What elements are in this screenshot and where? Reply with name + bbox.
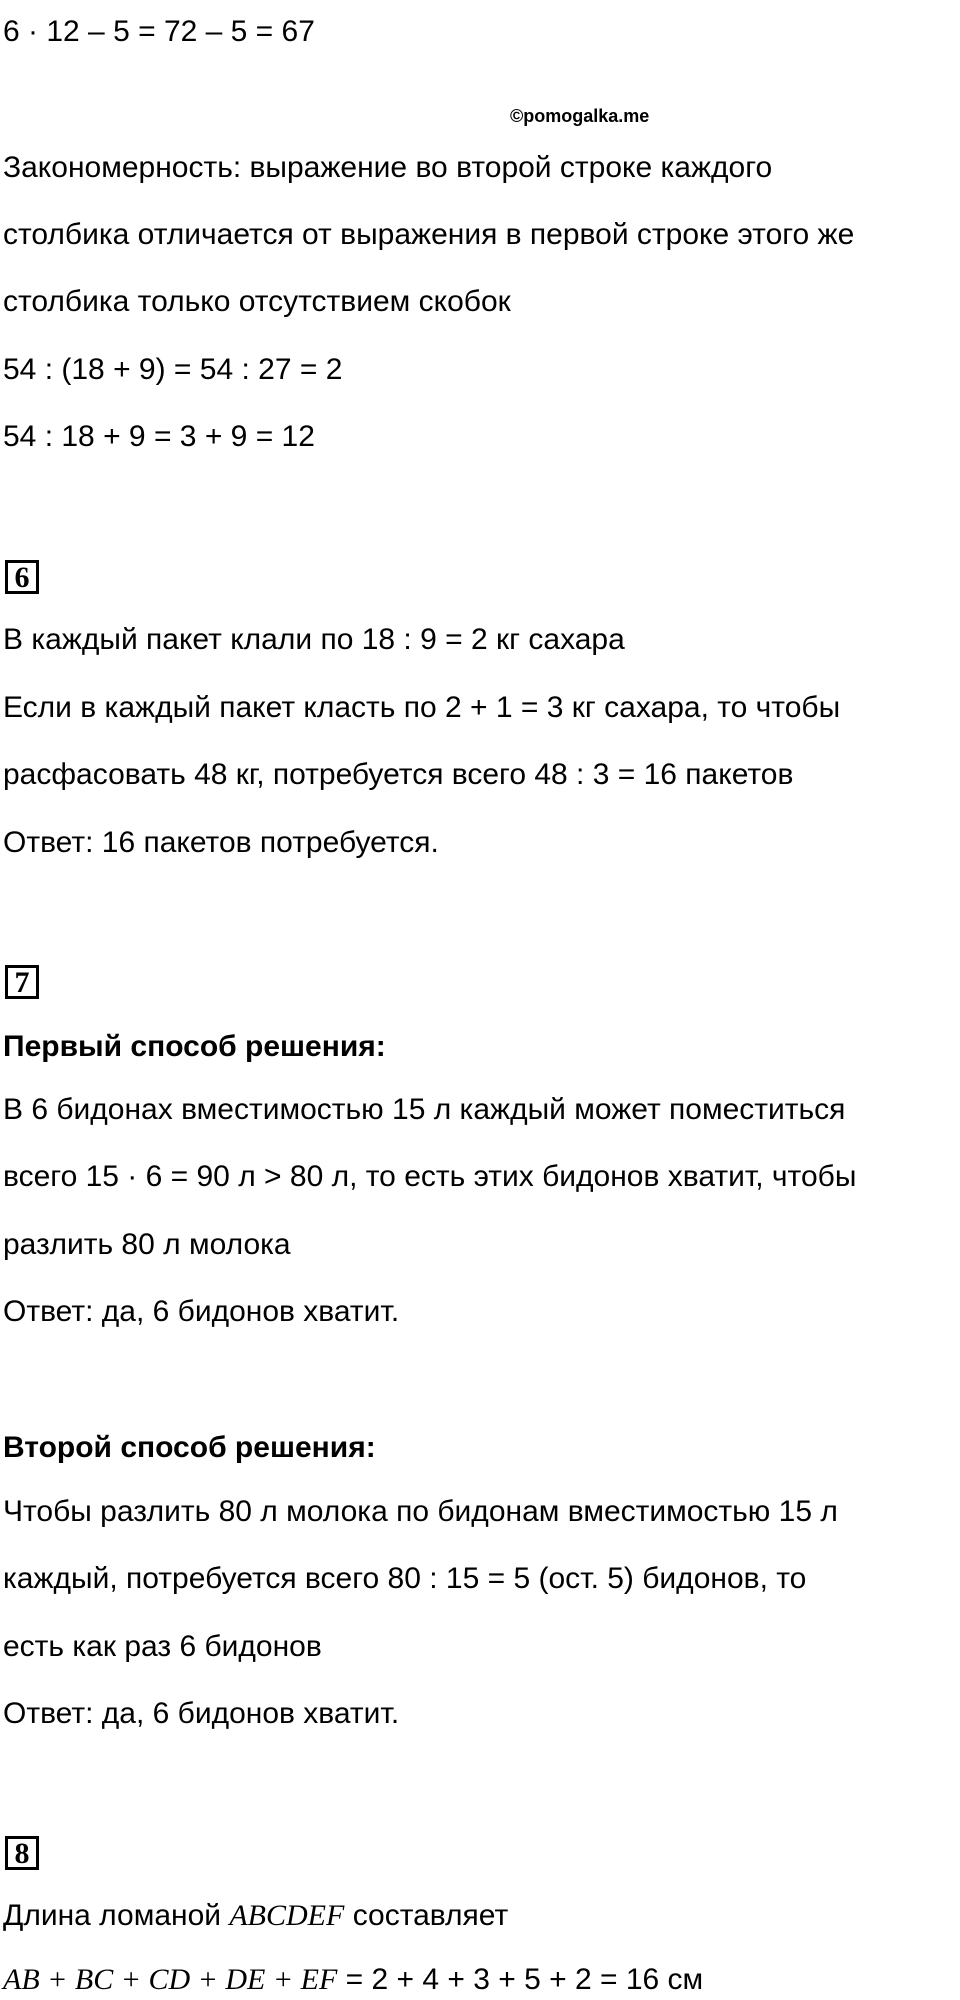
calc-line: 54 : 18 + 9 = 3 + 9 = 12: [3, 420, 315, 453]
segments-sum: AB + BC + CD + DE + EF: [3, 1963, 338, 1996]
method2-heading: Второй способ решения:: [3, 1431, 376, 1464]
task7-line: разлить 80 л молока: [3, 1228, 291, 1261]
task7-answer: Ответ: да, 6 бидонов хватит.: [3, 1697, 400, 1730]
pattern-line: столбика только отсутствием скобок: [3, 285, 511, 318]
task-number-7: 7: [5, 965, 39, 999]
task6-line: Если в каждый пакет класть по 2 + 1 = 3 кг сахара, то чтобы: [3, 691, 841, 724]
watermark: ©pomogalka.me: [510, 106, 650, 126]
task8-line: [3, 1896, 508, 1936]
task6-line: В каждый пакет клали по 18 : 9 = 2 кг сахара: [3, 623, 625, 656]
polyline-name: ABCDEF: [229, 1899, 345, 1932]
method1-heading: Первый способ решения:: [3, 1030, 386, 1063]
task-number-6: 6: [5, 560, 39, 594]
task7-line: В 6 бидонах вместимостью 15 л каждый может поместиться: [3, 1093, 846, 1126]
task8-result: = 2 + 4 + 3 + 5 + 2 = 16 см: [345, 1963, 704, 1996]
task8-text: Длина ломаной: [3, 1899, 222, 1932]
task6-line: расфасовать 48 кг, потребуется всего 48 : 3 = 16 пакетов: [3, 758, 794, 791]
task7-line: каждый, потребуется всего 80 : 15 = 5 (ост. 5) бидонов, то: [3, 1562, 807, 1595]
task8-line: [3, 1960, 703, 2000]
task7-line: есть как раз 6 бидонов: [3, 1630, 322, 1663]
calc-line: 54 : (18 + 9) = 54 : 27 = 2: [3, 353, 343, 386]
task7-line: всего 15 · 6 = 90 л > 80 л, то есть этих бидонов хватит, чтобы: [3, 1160, 857, 1193]
task6-answer: Ответ: 16 пакетов потребуется.: [3, 826, 439, 859]
task8-text: составляет: [352, 1899, 509, 1932]
pattern-line: Закономерность: выражение во второй строке каждого: [3, 151, 773, 184]
task-number-8: 8: [5, 1836, 39, 1870]
task7-line: Чтобы разлить 80 л молока по бидонам вместимостью 15 л: [3, 1495, 838, 1528]
pattern-line: столбика отличается от выражения в первой строке этого же: [3, 218, 855, 251]
calc-line: 6 · 12 – 5 = 72 – 5 = 67: [3, 15, 315, 48]
task7-answer: Ответ: да, 6 бидонов хватит.: [3, 1295, 400, 1328]
